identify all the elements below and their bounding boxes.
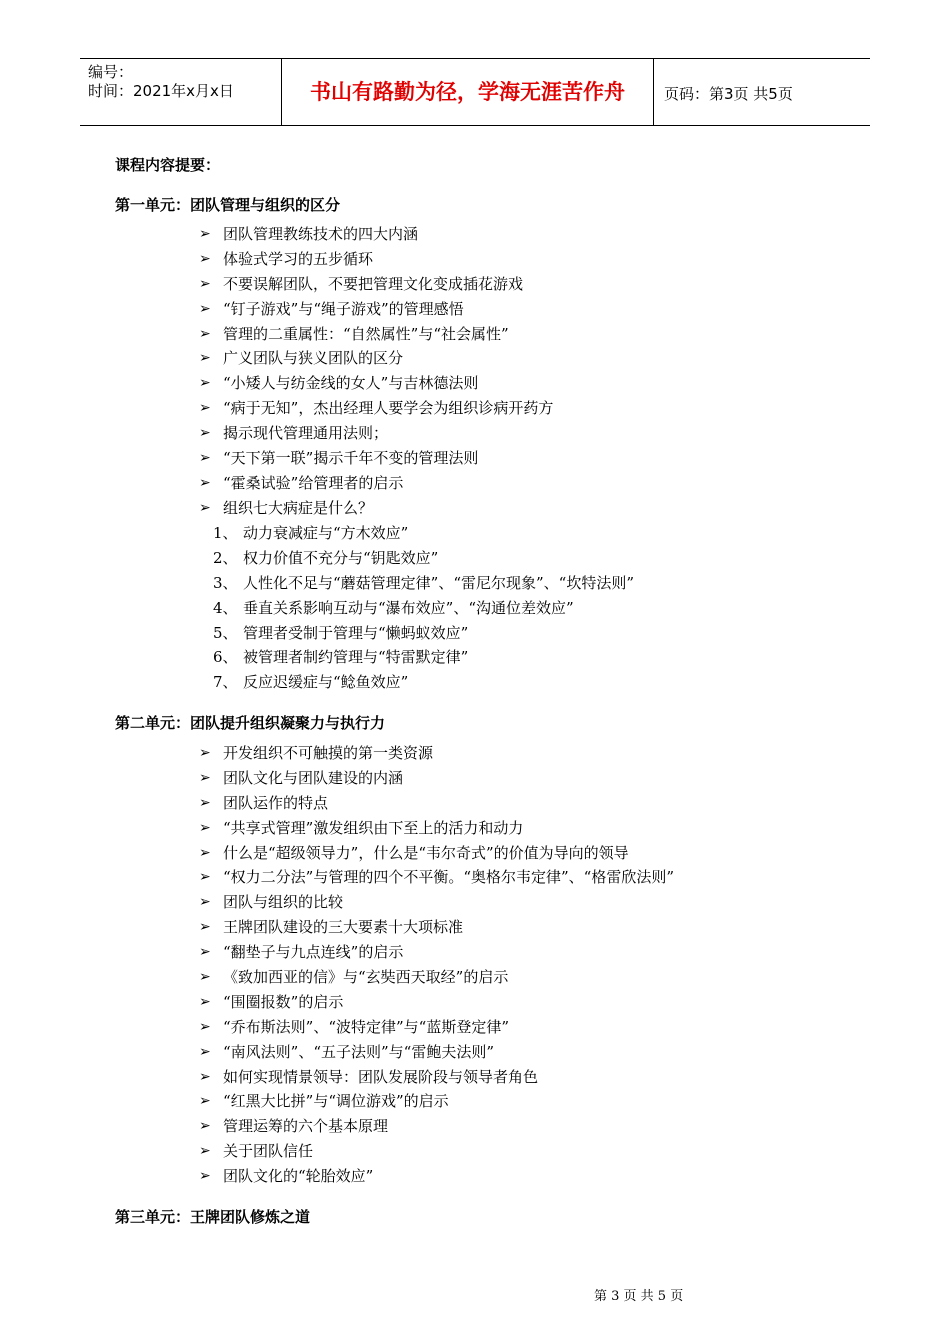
list-item: ➢ “共享式管理”激发组织由下至上的活力和动力	[199, 816, 674, 841]
page-info: 页码：第3页 共5页	[664, 85, 793, 103]
arrow-bullet-icon	[199, 791, 223, 816]
page-header	[80, 58, 870, 126]
list-item: ➢ 《致加西亚的信》与“玄奘西天取经”的启示	[199, 965, 674, 990]
list-item: ➢ “乔布斯法则”、“波特定律”与“蓝斯登定律”	[199, 1015, 674, 1040]
list-item: ➢ 组织七大病症是什么？	[199, 496, 553, 521]
list-item: ➢ 管理的二重属性：“自然属性”与“社会属性”	[199, 322, 553, 347]
arrow-bullet-icon	[199, 1065, 223, 1090]
list-item: ➢ 什么是“超级领导力”，什么是“韦尔奇式”的价值为导向的领导	[199, 841, 674, 866]
numbered-item: 2、 权力价值不充分与“钥匙效应”	[213, 548, 439, 567]
arrow-bullet-icon	[199, 471, 223, 496]
unit-1-title: 第一单元：团队管理与组织的区分	[115, 196, 341, 214]
arrow-bullet-icon	[199, 421, 223, 446]
arrow-bullet-icon	[199, 297, 223, 322]
list-item: ➢ 团队管理教练技术的四大内涵	[199, 222, 553, 247]
arrow-bullet-icon	[199, 322, 223, 347]
list-item: ➢ 不要误解团队，不要把管理文化变成插花游戏	[199, 272, 553, 297]
arrow-bullet-icon	[199, 1114, 223, 1139]
list-item: ➢ 团队文化的“轮胎效应”	[199, 1164, 674, 1189]
list-item: ➢ “红黑大比拼”与“调位游戏”的启示	[199, 1089, 674, 1114]
list-item: ➢ 揭示现代管理通用法则；	[199, 421, 553, 446]
page-footer: 第 3 页 共 5 页	[594, 1289, 684, 1304]
list-item: ➢ 团队文化与团队建设的内涵	[199, 766, 674, 791]
arrow-bullet-icon	[199, 371, 223, 396]
list-item: ➢ “病于无知”，杰出经理人要学会为组织诊病开药方	[199, 396, 553, 421]
arrow-bullet-icon	[199, 346, 223, 371]
arrow-bullet-icon	[199, 841, 223, 866]
motto: 书山有路勤为径，学海无涯苦作舟	[282, 59, 654, 125]
list-item: ➢ “围圈报数”的启示	[199, 990, 674, 1015]
numbered-item: 4、 垂直关系影响互动与“瀑布效应”、“沟通位差效应”	[213, 598, 574, 617]
list-item: ➢ 开发组织不可触摸的第一类资源	[199, 741, 674, 766]
list-item: ➢ 团队运作的特点	[199, 791, 674, 816]
number-label: 编号：	[88, 63, 134, 81]
list-item: ➢ “权力二分法”与管理的四个不平衡。“奥格尔韦定律”、“格雷欣法则”	[199, 865, 674, 890]
arrow-bullet-icon	[199, 890, 223, 915]
list-item: ➢ “小矮人与纺金线的女人”与吉林德法则	[199, 371, 553, 396]
list-item: ➢ 王牌团队建设的三大要素十大项标准	[199, 915, 674, 940]
unit-2-title: 第二单元：团队提升组织凝聚力与执行力	[115, 714, 386, 732]
arrow-bullet-icon	[199, 1139, 223, 1164]
arrow-bullet-icon	[199, 1164, 223, 1189]
arrow-bullet-icon	[199, 446, 223, 471]
arrow-bullet-icon	[199, 396, 223, 421]
arrow-bullet-icon	[199, 272, 223, 297]
header-info-cell	[80, 59, 282, 125]
list-item: ➢ 管理运筹的六个基本原理	[199, 1114, 674, 1139]
numbered-item: 1、 动力衰减症与“方木效应”	[213, 524, 409, 542]
arrow-bullet-icon	[199, 766, 223, 791]
arrow-bullet-icon	[199, 222, 223, 247]
list-item: ➢ 关于团队信任	[199, 1139, 674, 1164]
arrow-bullet-icon	[199, 990, 223, 1015]
unit-1-list	[199, 222, 553, 521]
list-item: ➢ “钉子游戏”与“绳子游戏”的管理感悟	[199, 297, 553, 322]
numbered-item: 6、 被管理者制约管理与“特雷默定律”	[213, 648, 469, 667]
arrow-bullet-icon	[199, 1040, 223, 1065]
list-item: ➢ 体验式学习的五步循环	[199, 247, 553, 272]
arrow-bullet-icon	[199, 496, 223, 521]
arrow-bullet-icon	[199, 965, 223, 990]
list-item: ➢ “翻垫子与九点连线”的启示	[199, 940, 674, 965]
numbered-item: 7、 反应迟缓症与“鲶鱼效应”	[213, 673, 409, 692]
arrow-bullet-icon	[199, 940, 223, 965]
unit-1-sublist	[213, 521, 634, 695]
list-item: ➢ 广义团队与狭义团队的区分	[199, 346, 553, 371]
numbered-item: 3、 人性化不足与“蘑菇管理定律”、“雷尼尔现象”、“坎特法则”	[213, 573, 635, 592]
arrow-bullet-icon	[199, 816, 223, 841]
time-label: 时间：2021年x月x日	[88, 82, 234, 100]
arrow-bullet-icon	[199, 1089, 223, 1114]
unit-3-title: 第三单元：王牌团队修炼之道	[115, 1208, 311, 1226]
unit-2-list	[199, 741, 674, 1189]
arrow-bullet-icon	[199, 741, 223, 766]
arrow-bullet-icon	[199, 1015, 223, 1040]
list-item: ➢ 团队与组织的比较	[199, 890, 674, 915]
summary-title: 课程内容提要：	[115, 156, 221, 174]
arrow-bullet-icon	[199, 865, 223, 890]
list-item: ➢ 如何实现情景领导：团队发展阶段与领导者角色	[199, 1065, 674, 1090]
arrow-bullet-icon	[199, 915, 223, 940]
arrow-bullet-icon	[199, 247, 223, 272]
numbered-item: 5、 管理者受制于管理与“懒蚂蚁效应”	[213, 623, 469, 642]
list-item: ➢ “南风法则”、“五子法则”与“雷鲍夫法则”	[199, 1040, 674, 1065]
list-item: ➢ “天下第一联”揭示千年不变的管理法则	[199, 446, 553, 471]
list-item: ➢ “霍桑试验”给管理者的启示	[199, 471, 553, 496]
